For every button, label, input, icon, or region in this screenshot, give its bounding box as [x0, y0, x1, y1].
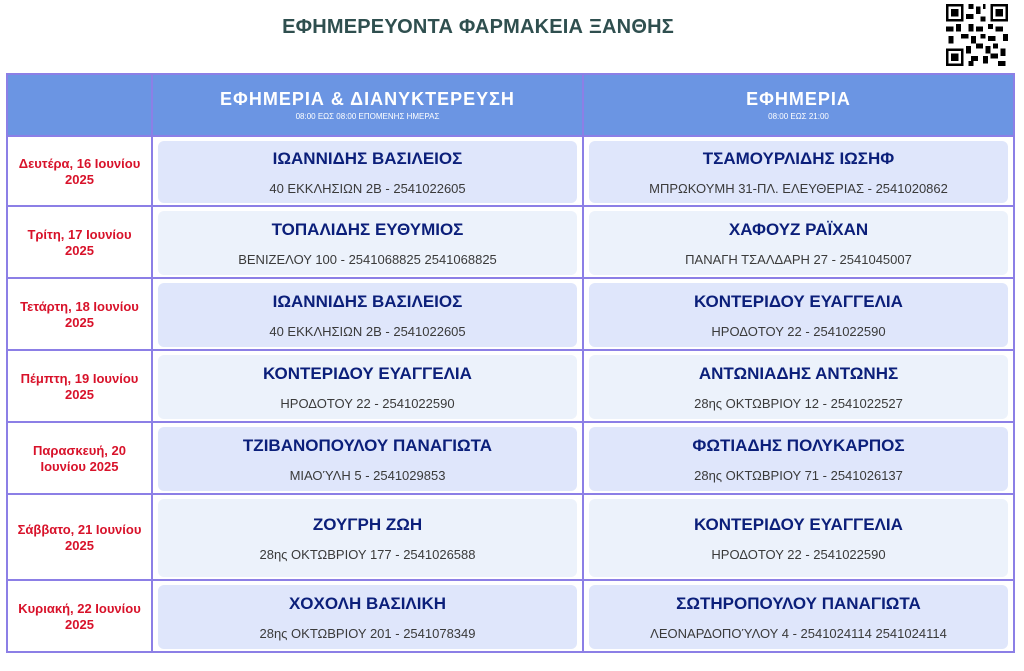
- overnight-pharmacy-cell: [153, 279, 584, 351]
- pharmacy-name: ΚΟΝΤΕΡΙΔΟΥ ΕΥΑΓΓΕΛΙΑ: [694, 514, 903, 534]
- pharmacy-name: ΤΣΑΜΟΥΡΛΙΔΗΣ ΙΩΣΗΦ: [702, 148, 895, 168]
- table-row: [8, 349, 1013, 423]
- header-overnight-title: ΕΦΗΜΕΡΙΑ & ΔΙΑΝΥΚΤΕΡΕΥΣΗ: [220, 89, 515, 109]
- table-row: [8, 579, 1013, 653]
- header-date-cell: [8, 75, 153, 135]
- pharmacy-address: 28ης ΟΚΤΩΒΡΙΟΥ 71 - 2541026137: [694, 467, 903, 483]
- overnight-pharmacy-cell: [153, 137, 584, 207]
- daytime-pharmacy-cell: [584, 207, 1013, 279]
- pharmacy-address: ΗΡΟΔΟΤΟΥ 22 - 2541022590: [280, 395, 455, 411]
- overnight-pharmacy-cell: [153, 495, 584, 581]
- pharmacy-name: ΦΩΤΙΑΔΗΣ ΠΟΛΥΚΑΡΠΟΣ: [692, 435, 905, 455]
- daytime-pharmacy-cell: [584, 279, 1013, 351]
- header-overnight-hours: 08:00 ΕΩΣ 08:00 ΕΠΟΜΕΝΗΣ ΗΜΕΡΑΣ: [295, 112, 440, 121]
- pharmacy-name: ΧΑΦΟΥΖ ΡΑΪΧΑΝ: [728, 219, 869, 239]
- header-overnight-column: [153, 75, 584, 135]
- pharmacy-address: ΒΕΝΙΖΕΛΟΥ 100 - 2541068825 2541068825: [238, 251, 497, 267]
- overnight-pharmacy-cell: [153, 581, 584, 653]
- pharmacy-name: ΙΩΑΝΝΙΔΗΣ ΒΑΣΙΛΕΙΟΣ: [272, 148, 463, 168]
- pharmacy-name: ΤΟΠΑΛΙΔΗΣ ΕΥΘΥΜΙΟΣ: [271, 219, 464, 239]
- overnight-pharmacy-cell: [153, 351, 584, 423]
- pharmacy-address: ΜΙΑΟΎΛΗ 5 - 2541029853: [289, 467, 446, 483]
- daytime-pharmacy-cell: [584, 351, 1013, 423]
- pharmacy-address: 28ης ΟΚΤΩΒΡΙΟΥ 12 - 2541022527: [694, 395, 903, 411]
- table-header: [8, 75, 1013, 135]
- pharmacy-address: ΗΡΟΔΟΤΟΥ 22 - 2541022590: [711, 323, 886, 339]
- table-row: [8, 205, 1013, 279]
- pharmacy-name: ΣΩΤΗΡΟΠΟΥΛΟΥ ΠΑΝΑΓΙΩΤΑ: [676, 593, 921, 613]
- pharmacy-name: ΚΟΝΤΕΡΙΔΟΥ ΕΥΑΓΓΕΛΙΑ: [694, 291, 903, 311]
- pharmacy-address: 40 ΕΚΚΛΗΣΙΩΝ 2Β - 2541022605: [269, 323, 466, 339]
- daytime-pharmacy-cell: [584, 423, 1013, 495]
- overnight-pharmacy-cell: [153, 423, 584, 495]
- pharmacy-address: 28ης ΟΚΤΩΒΡΙΟΥ 201 - 2541078349: [259, 625, 476, 641]
- pharmacy-name: ΑΝΤΩΝΙΑΔΗΣ ΑΝΤΩΝΗΣ: [698, 363, 899, 383]
- daytime-pharmacy-cell: [584, 137, 1013, 207]
- duty-pharmacies-table: [6, 73, 1015, 653]
- row-date: Τετάρτη, 18 Ιουνίου 2025: [8, 279, 153, 351]
- row-date: Παρασκευή, 20 Ιουνίου 2025: [8, 423, 153, 495]
- qr-code-icon[interactable]: [946, 4, 1008, 66]
- daytime-pharmacy-cell: [584, 581, 1013, 653]
- table-row: [8, 421, 1013, 495]
- header-daytime-hours: 08:00 ΕΩΣ 21:00: [768, 112, 829, 121]
- table-row: [8, 135, 1013, 207]
- pharmacy-name: ΖΟΥΓΡΗ ΖΩΗ: [312, 514, 423, 534]
- daytime-pharmacy-cell: [584, 495, 1013, 581]
- row-date: Κυριακή, 22 Ιουνίου 2025: [8, 581, 153, 653]
- overnight-pharmacy-cell: [153, 207, 584, 279]
- row-date: Πέμπτη, 19 Ιουνίου 2025: [8, 351, 153, 423]
- pharmacy-address: 40 ΕΚΚΛΗΣΙΩΝ 2Β - 2541022605: [269, 180, 466, 196]
- pharmacy-name: ΧΟΧΟΛΗ ΒΑΣΙΛΙΚΗ: [288, 593, 447, 613]
- pharmacy-address: ΠΑΝΑΓΗ ΤΣΑΛΔΑΡΗ 27 - 2541045007: [685, 251, 912, 267]
- page-title: ΕΦΗΜΕΡΕΥΟΝΤΑ ΦΑΡΜΑΚΕΙΑ ΞΑΝΘΗΣ: [282, 16, 674, 38]
- pharmacy-address: ΛΕΟΝΑΡΔΟΠΟΎΛΟΥ 4 - 2541024114 2541024114: [650, 625, 947, 641]
- header-daytime-column: [584, 75, 1013, 135]
- row-date: Τρίτη, 17 Ιουνίου 2025: [8, 207, 153, 279]
- pharmacy-address: ΜΠΡΩΚΟΥΜΗ 31-ΠΛ. ΕΛΕΥΘΕΡΙΑΣ - 2541020862: [649, 180, 948, 196]
- pharmacy-address: 28ης ΟΚΤΩΒΡΙΟΥ 177 - 2541026588: [259, 546, 476, 562]
- row-date: Δευτέρα, 16 Ιουνίου 2025: [8, 137, 153, 207]
- table-row: [8, 493, 1013, 581]
- table-row: [8, 277, 1013, 351]
- pharmacy-name: ΚΟΝΤΕΡΙΔΟΥ ΕΥΑΓΓΕΛΙΑ: [263, 363, 472, 383]
- header-daytime-title: ΕΦΗΜΕΡΙΑ: [746, 89, 851, 109]
- pharmacy-name: ΤΖΙΒΑΝΟΠΟΥΛΟΥ ΠΑΝΑΓΙΩΤΑ: [242, 435, 493, 455]
- pharmacy-name: ΙΩΑΝΝΙΔΗΣ ΒΑΣΙΛΕΙΟΣ: [272, 291, 463, 311]
- row-date: Σάββατο, 21 Ιουνίου 2025: [8, 495, 153, 581]
- pharmacy-address: ΗΡΟΔΟΤΟΥ 22 - 2541022590: [711, 546, 886, 562]
